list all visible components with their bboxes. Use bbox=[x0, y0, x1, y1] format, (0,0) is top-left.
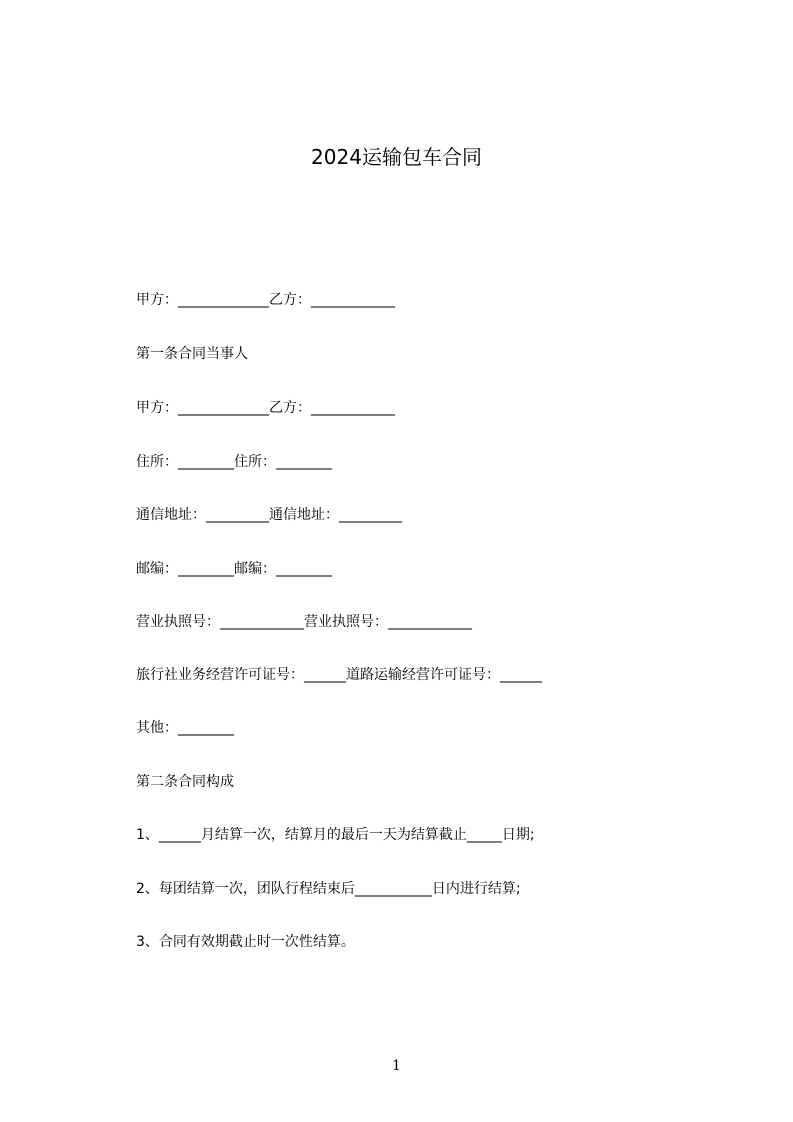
document-title: 2024运输包车合同 bbox=[311, 145, 482, 169]
permit-number-line: 旅行社业务经营许可证号：______道路运输经营许可证号：______ bbox=[136, 667, 542, 683]
page-number: 1 bbox=[392, 1058, 401, 1074]
mailing-address-line: 通信地址：_________通信地址：_________ bbox=[136, 507, 402, 523]
business-license-line: 营业执照号：____________营业执照号：____________ bbox=[136, 614, 472, 630]
section-1-heading: 第一条合同当事人 bbox=[136, 346, 248, 362]
party-a-b-line: 甲方：_____________乙方：____________ bbox=[136, 400, 395, 416]
section-2-heading: 第二条合同构成 bbox=[136, 774, 234, 790]
other-line: 其他：________ bbox=[136, 720, 234, 736]
settlement-item-3: 3、合同有效期截止时一次性结算。 bbox=[136, 934, 355, 950]
party-names-line: 甲方：_____________乙方：____________ bbox=[136, 292, 395, 308]
settlement-item-1: 1、______月结算一次，结算月的最后一天为结算截止_____日期; bbox=[136, 827, 535, 843]
address-line: 住所：________住所：________ bbox=[136, 454, 332, 470]
postcode-line: 邮编：________邮编：________ bbox=[136, 561, 332, 577]
settlement-item-2: 2、每团结算一次，团队行程结束后___________日内进行结算; bbox=[136, 881, 521, 897]
